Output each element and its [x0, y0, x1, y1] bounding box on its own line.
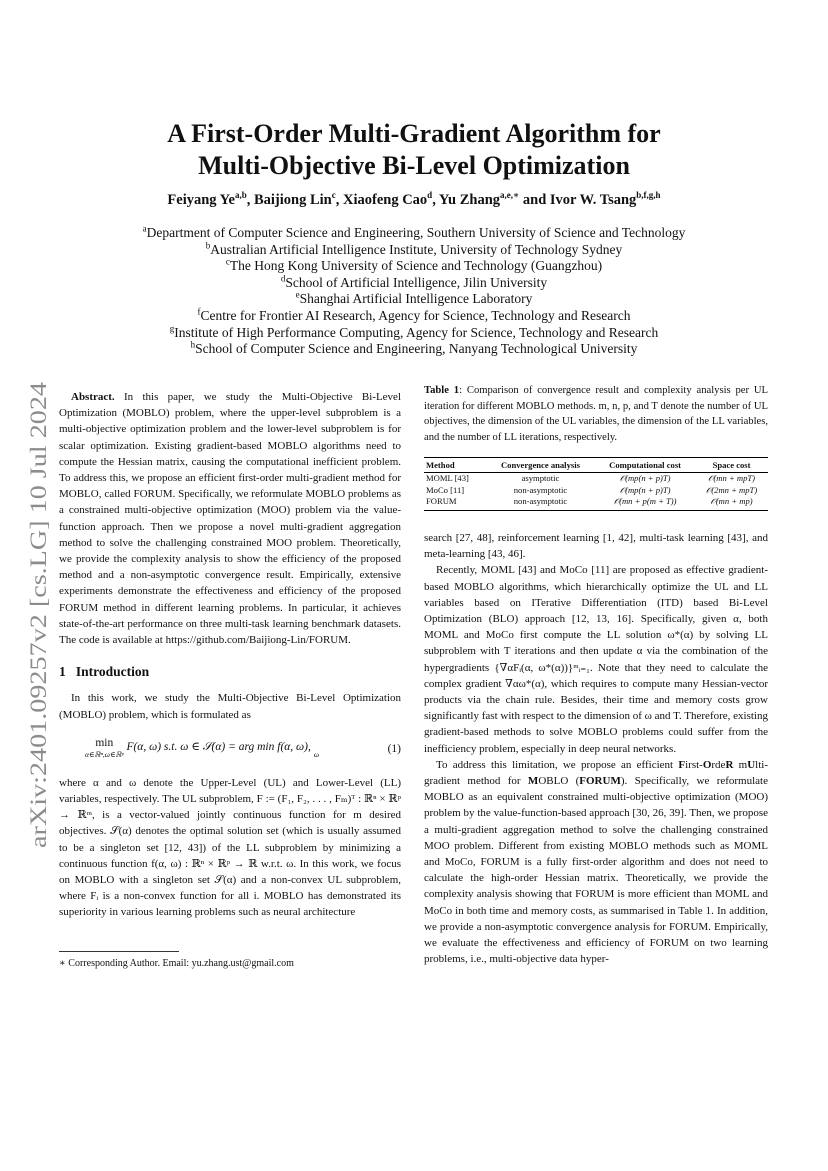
table-caption-label: Table 1: [424, 385, 460, 396]
right-paragraph-1: search [27, 48], reinforcement learning [1, 42], multi-task learning [43], and meta-learning [43, 46].: [424, 532, 768, 561]
author-2: Baijiong Lin$^c$,: [253, 190, 343, 208]
author-1: Feiyang Ye$^{a,b}$,: [167, 190, 254, 208]
abstract-label: Abstract.: [71, 391, 115, 403]
affiliation-item: $^c$The Hong Kong University of Science and Technology (Guangzhou): [225, 256, 603, 274]
affiliation-item: $^e$Shanghai Artificial Intelligence Laboratory: [295, 289, 533, 307]
abstract: [59, 389, 401, 648]
table-caption: [424, 383, 768, 445]
table-cell: asymptotic: [521, 473, 560, 483]
table-cell: non-asymptotic: [486, 496, 595, 510]
table-header-cell: Method: [424, 458, 486, 473]
arxiv-identifier: [20, 380, 54, 850]
affiliation-item: $^f$Centre for Frontier AI Research, Agency for Science, Technology and Research: [197, 306, 631, 323]
table-cell: 𝒪(mn + mpT): [708, 473, 756, 483]
table-cell: non-asymptotic: [513, 484, 568, 495]
table-cell: 𝒪(2mn + mpT): [705, 484, 758, 495]
abstract-text: In this paper, we study the Multi-Objective Bi-Level Optimization (MOBLO) problem, where the upper-level subproblem is a multi-objective optimization problem and the lower-level subproblem is for scalar optimization. Existing gradient-based MOBLO algorithms need to compute the Hessian matrix, causing the computational inefficient problem. To address this, we propose an efficient first-order multi-gradient method for MOBLO, called FORUM. Specifically, we reformulate MOBLO problems as a constrained multi-objective optimization (MOO) problem via the value-function approach. Then we propose a novel multi-gradient aggregation method to solve the challenging constrained MOO problem. Theoretically, we provide the complexity analysis to show the efficiency of the proposed method and a non-asymptotic convergence result. Empirically, extensive experiments demonstrate the effectiveness and efficiency of the proposed FORUM method in different learning problems. In particular, it achieves state-of-the-art performance on three multi-task learning benchmark datasets. The code is available at https://github.com/Baijiong-Lin/FORUM.: [59, 391, 401, 647]
author-3: Xiaofeng Cao$^d$,: [342, 190, 439, 208]
table-row: [424, 485, 768, 497]
table-cell: 𝒪(mn + p(m + T)): [595, 496, 695, 510]
author-list: [60, 192, 768, 209]
affiliation-item: $^a$Department of Computer Science and Engineering, Southern University of Science and Technology: [142, 223, 686, 240]
table-header-cell: Space cost: [695, 458, 768, 473]
affiliation-item: $^g$Institute of High Performance Computing, Agency for Science, Technology and Research: [169, 323, 659, 340]
table-row: [424, 473, 768, 485]
left-column: [59, 389, 401, 921]
table-header-cell: Computational cost: [595, 458, 695, 473]
table-caption-text: : Comparison of convergence result and complexity analysis per UL iteration for different MOBLO methods. m, n, p, and T denote the number of UL objectives, the dimension of the UL variables, the dimension of the LL variables, and the number of LL iterations, respectively.: [424, 385, 769, 443]
footnote: ∗ Corresponding Author. Email: yu.zhang.ust@gmail.com: [59, 958, 294, 969]
table-cell: MoCo [11]: [426, 484, 465, 495]
intro-paragraph-1: In this work, we study the Multi-Objective Bi-Level Optimization (MOBLO) problem, which is formulated as: [59, 692, 401, 721]
author-4: Yu Zhang$^{a,e,∗}$ and: [438, 190, 550, 208]
intro-paragraph-2: where α and ω denote the Upper-Level (UL) and Lower-Level (LL) variables, respectively. The UL subproblem, F := (F₁, F₂, . . . , Fₘ)ᵀ : ℝⁿ × ℝᵖ → ℝᵐ, is a vector-valued jointly continuous function for m desired objectives. 𝒮(α) denotes the optimal solution set (which is usually assumed to be a singleton set [12, 43]) of the LL subproblem by minimizing a continuous function f(α, ω) : ℝⁿ × ℝᵖ → ℝ w.r.t. ω. In this work, we focus on MOBLO with a singleton set 𝒮(α) and a non-convex UL subproblem, where Fᵢ is a non-convex function for all i. MOBLO has demonstrated its superiority in various learning problems such as neural architecture: [59, 776, 401, 919]
affiliation-list: [60, 225, 768, 358]
right-paragraph-2: Recently, MOML [43] and MoCo [11] are proposed as effective gradient-based MOBLO algorithms, which hierarchically optimize the UL and LL variables based on ITerative Differentiation (ITD) based Bi-Level Optimization (BLO) approach [12, 13, 16]. Specifically, given α, both MOML and MoCo first compute the LL solution ω*(α) by solving LL subproblem with T iterations and then update α via the combination of the hypergradients {∇αFᵢ(α, ω*(α))}ᵐᵢ₌₁. Note that they need to calculate the complex gradient ∇αω*(α), which requires to compute many Hessian-vector products via the chain rule. Besides, their time and memory costs grow significantly fast with respect to the dimension of ω and T. Therefore, existing gradient-based methods to solve MOBLO problems could suffer from the inefficiency problem, especially in deep neural networks.: [424, 564, 768, 755]
title-line-2: Multi-Objective Bi-Level Optimization: [198, 151, 630, 180]
table-cell: 𝒪(mn + mp): [695, 496, 768, 510]
table-cell: MOML [43]: [426, 473, 469, 483]
comparison-table: [424, 457, 768, 511]
equation-number: (1): [387, 742, 401, 755]
right-paragraph-3: To address this limitation, we propose an efficient First-OrdeR mUlti-gradient method for MOBLO (FORUM). Specifically, we reformulate MOBLO as an equivalent constrained multi-objective optimization (MOO) problem by the value-function-based approach [30, 26, 39]. Then, we propose a multi-gradient aggregation method to solve the challenging constrained MOO problem. Different from existing MOBLO methods such as MOML and MoCo, FORUM is a fully first-order algorithm and does not need to calculate the high-order Hessian matrix. Theoretically, we provide the complexity analysis showing that FORUM is more efficient than MOML and MoCo in both time and memory costs, as summarised in Table 1. In addition, we provide a non-asymptotic convergence analysis for FORUM. Empirically, we evaluate the effectiveness and efficiency of FORUM on two learning problems, i.e., multi-objective data hyper-: [424, 758, 768, 966]
affiliation-item: $^h$School of Computer Science and Engineering, Nanyang Technological University: [190, 339, 638, 357]
table-cell: 𝒪(mp(n + p)T): [619, 484, 671, 495]
table-header-row: [424, 458, 768, 473]
right-column: [424, 530, 768, 967]
paper-title: [60, 118, 768, 182]
table-cell: FORUM: [424, 496, 486, 510]
footnote-rule: [59, 951, 179, 952]
section-heading-introduction: 1 Introduction: [59, 664, 150, 680]
equation-expression: min α∈ℝⁿ,ω∈ℝᵖ F(α, ω) s.t. ω ∈ 𝒮(α) = arg min f(α, ω), $_\omega$: [85, 736, 320, 760]
affiliation-item: $^b$Australian Artificial Intelligence Institute, University of Technology Sydney: [205, 240, 623, 257]
table-cell: 𝒪(mp(n + p)T): [619, 473, 671, 483]
author-5: Ivor W. Tsang$^{b,f,g,h}$: [549, 190, 661, 208]
table-header-cell: Convergence analysis: [486, 458, 595, 473]
title-line-1: A First-Order Multi-Gradient Algorithm for: [167, 119, 661, 148]
arxiv-identifier-text: arXiv:2401.09257v2 [cs.LG] 10 Jul 2024: [26, 458, 52, 848]
table-row: [424, 496, 768, 510]
equation-1: [59, 735, 401, 763]
affiliation-item: $^d$School of Artificial Intelligence, Jilin University: [280, 273, 548, 290]
